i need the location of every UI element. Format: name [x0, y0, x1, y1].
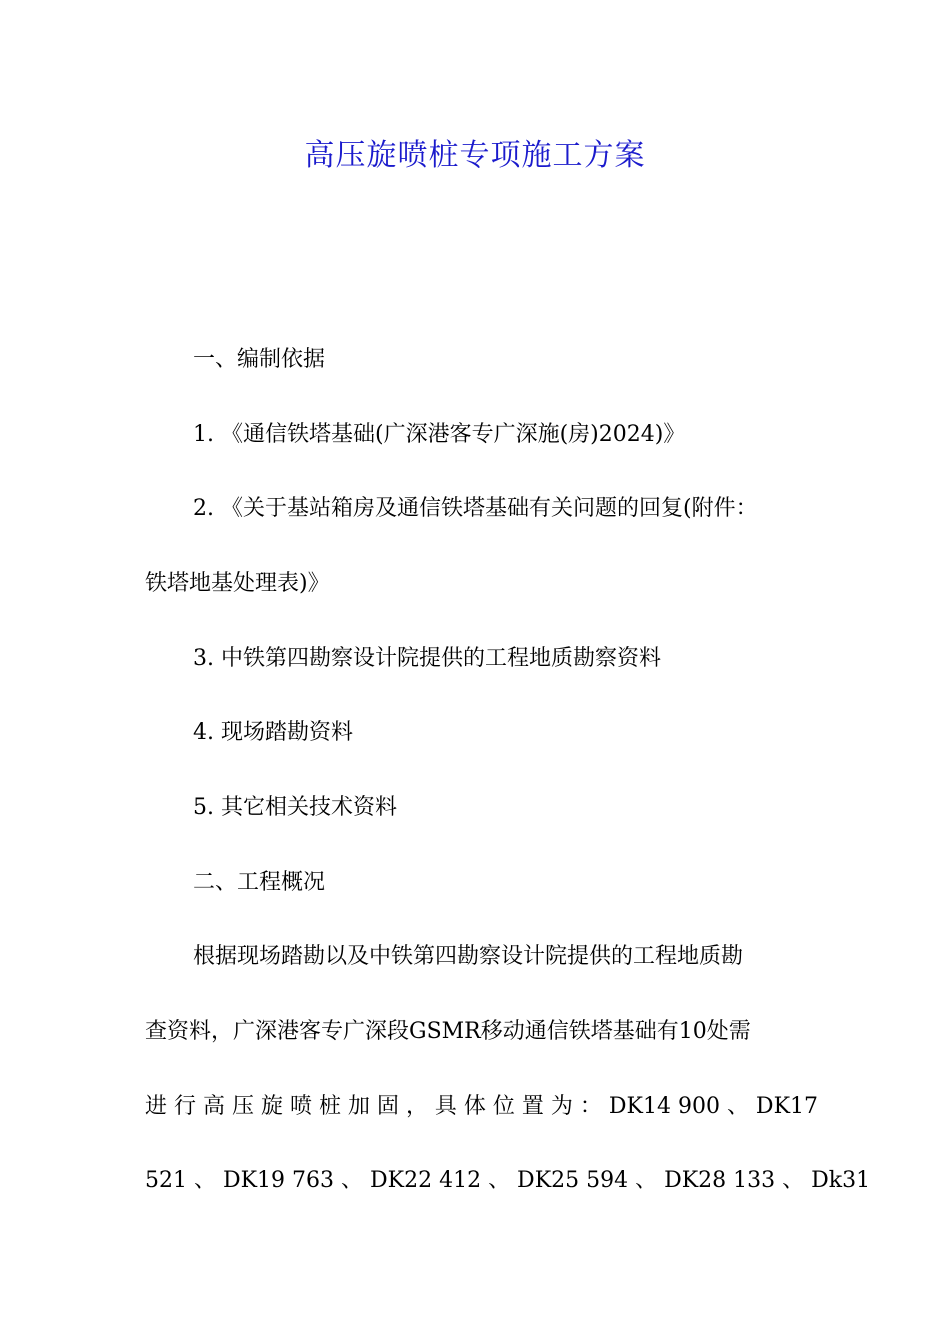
- document-title: 高压旋喷桩专项施工方案: [304, 138, 646, 173]
- overview-paragraph-line-3: 进 行 高 压 旋 喷 桩 加 固 ， 具 体 位 置 为 ： DK14 900 、 DK17: [145, 1094, 818, 1119]
- basis-item-5: 5. 其它相关技术资料: [193, 795, 397, 820]
- section-heading-overview: 二、工程概况: [193, 870, 326, 895]
- basis-item-4: 4. 现场踏勘资料: [193, 720, 353, 745]
- basis-item-2: 2. 《关于基站箱房及通信铁塔基础有关问题的回复(附件：: [193, 496, 758, 521]
- basis-item-3: 3. 中铁第四勘察设计院提供的工程地质勘察资料: [193, 646, 661, 671]
- overview-paragraph-line-2: 查资料，广深港客专广深段GSMR移动通信铁塔基础有10处需: [145, 1019, 751, 1044]
- overview-paragraph-line-1: 根据现场踏勘以及中铁第四勘察设计院提供的工程地质勘: [193, 944, 744, 969]
- basis-item-1: 1. 《通信铁塔基础(广深港客专广深施(房)2024)》: [193, 422, 686, 447]
- overview-paragraph-line-4: 521 、 DK19 763 、 DK22 412 、 DK25 594 、 DK28 133 、 Dk31: [145, 1168, 871, 1193]
- basis-item-2-continued: 铁塔地基处理表)》: [145, 571, 330, 596]
- section-heading-basis: 一、编制依据: [193, 347, 326, 372]
